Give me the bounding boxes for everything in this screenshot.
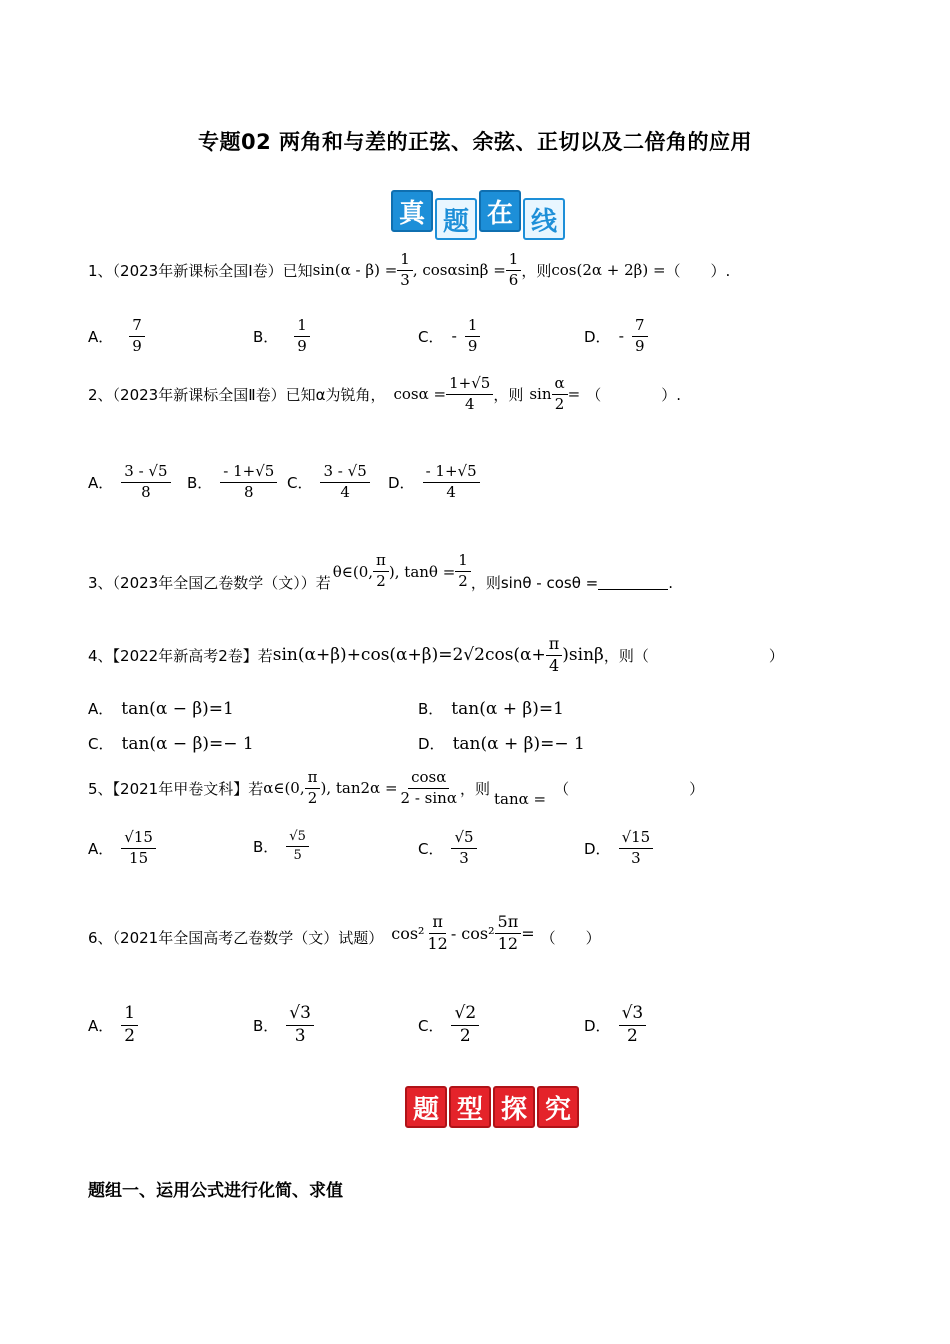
q6-frac2: $\frac{5\pi}{12}$ [495, 914, 522, 953]
q6-expr2: - cos² [450, 923, 495, 943]
q4-option-a[interactable]: A． tan(α − β)=1 [88, 698, 234, 719]
q3-frac1: $\frac{\pi}{2}$ [373, 553, 389, 590]
badge-char: 在 [479, 190, 521, 232]
q6-expr3: = [521, 923, 535, 943]
q1-expr3: cos(2α + 2β) = [551, 261, 666, 280]
badge-char: 真 [391, 190, 433, 232]
question-3 [88, 550, 673, 593]
q3-expr2: ), tanθ = [388, 562, 456, 581]
q6-suffix: （ ） [540, 928, 601, 947]
question-5 [88, 768, 704, 808]
q2-prefix: 2、（2023年新课标全国Ⅱ卷）已知α为锐角， [88, 385, 386, 404]
q3-expr1: θ∈(0, [332, 562, 374, 581]
q3-mid: ，则sinθ - cosθ = [470, 574, 599, 592]
q5-option-b[interactable]: B． $\frac{√5}{5}$ [253, 830, 309, 862]
badge-char: 型 [449, 1086, 491, 1128]
q1-option-a[interactable]: A． $\frac{7}{9}$ [88, 318, 145, 355]
q4-option-b[interactable]: B． tan(α + β)=1 [418, 698, 564, 719]
q5-option-d[interactable]: D． $\frac{√15}{3}$ [584, 830, 653, 867]
q1-frac2: $\frac{1}{6}$ [506, 252, 522, 289]
q5-frac2: $\frac{\cos\alpha}{2 - \sin\alpha}$ [400, 767, 457, 807]
q5-suffix: （ ） [554, 779, 705, 798]
q5-expr1: α∈(0, [263, 779, 305, 797]
q1-prefix: 1、（2023年新课标全国Ⅰ卷）已知 [88, 261, 313, 280]
q2-suffix: （ ）. [586, 385, 681, 404]
q6-option-a[interactable]: A． $\frac{1}{2}$ [88, 1005, 138, 1046]
q5-frac1: $\frac{\pi}{2}$ [305, 770, 321, 807]
q4-prefix: 4、【2022年新高考2卷】若 [88, 646, 273, 665]
badge-char: 题 [405, 1086, 447, 1128]
q2-option-a[interactable]: A． $\frac{3 - √5}{8}$ [88, 464, 171, 501]
badge-char: 线 [523, 198, 565, 240]
q2-option-d[interactable]: D． $\frac{- 1+√5}{4}$ [388, 464, 480, 501]
q5-prefix: 5、【2021年甲卷文科】若 [88, 779, 264, 798]
q2-option-b[interactable]: B． $\frac{- 1+√5}{8}$ [187, 464, 277, 501]
question-6 [88, 914, 601, 953]
q5-expr3: tanα = [493, 790, 547, 808]
q1-option-b[interactable]: B． $\frac{1}{9}$ [253, 318, 310, 355]
q2-frac2: $\frac{\alpha}{2}$ [552, 376, 568, 413]
q2-expr1: cosα = [393, 385, 447, 404]
q2-frac1: $\frac{1+√5}{4}$ [446, 376, 493, 413]
q6-expr1: cos² [391, 923, 425, 943]
q6-option-b[interactable]: B． $\frac{√3}{3}$ [253, 1005, 314, 1046]
page-title: 专题02 两角和与差的正弦、余弦、正切以及二倍角的应用 [197, 130, 753, 154]
badge-char: 题 [435, 198, 477, 240]
q4-frac: $\frac{\pi}{4}$ [546, 636, 563, 675]
q6-prefix: 6、（2021年全国高考乙卷数学（文）试题） [88, 928, 384, 947]
q1-suffix: （ ）. [665, 261, 731, 280]
q1-option-d[interactable]: D． - $\frac{7}{9}$ [584, 318, 648, 355]
q1-option-c[interactable]: C． - $\frac{1}{9}$ [418, 318, 480, 355]
q5-option-c[interactable]: C． $\frac{√5}{3}$ [418, 830, 477, 867]
q5-expr2: ), tan2α = [320, 779, 398, 797]
q5-mid: ，则 [459, 779, 490, 798]
question-2 [88, 376, 681, 413]
question-1 [88, 252, 730, 289]
q5-option-a[interactable]: A． $\frac{√15}{15}$ [88, 830, 156, 867]
badge-tixing-tanjiu [405, 1086, 579, 1128]
q3-prefix: 3、（2023年全国乙卷数学（文））若 [88, 574, 331, 592]
badge-zhenti-zaixian [391, 190, 565, 240]
question-4 [88, 636, 784, 675]
q2-mid: ，则 [493, 385, 524, 404]
q2-expr2: sin [529, 385, 552, 404]
q1-expr2: , cosαsinβ = [412, 261, 506, 280]
q3-frac2: $\frac{1}{2}$ [455, 553, 471, 590]
q1-mid: ，则 [521, 261, 552, 280]
q1-frac1: $\frac{1}{3}$ [397, 252, 413, 289]
q2-expr3: = [567, 385, 581, 404]
q6-option-c[interactable]: C． $\frac{√2}{2}$ [418, 1005, 479, 1046]
q4-suffix: ） [768, 646, 784, 665]
badge-char: 究 [537, 1086, 579, 1128]
q1-expr1: sin(α - β) = [312, 261, 398, 280]
q2-option-c[interactable]: C． $\frac{3 - √5}{4}$ [287, 464, 370, 501]
q4-option-c[interactable]: C． tan(α − β)=− 1 [88, 733, 254, 754]
q3-answer-blank[interactable] [598, 575, 668, 590]
badge-char: 探 [493, 1086, 535, 1128]
q4-expr: sin(α+β)+cos(α+β)=2√2cos(α+ [272, 645, 546, 666]
q6-frac1: $\frac{\pi}{12}$ [427, 912, 448, 953]
q4-expr2: )sinβ [562, 645, 604, 666]
section-heading: 题组一、运用公式进行化简、求值 [88, 1181, 343, 1201]
q3-suffix: . [668, 573, 673, 592]
q6-option-d[interactable]: D． $\frac{√3}{2}$ [584, 1005, 646, 1046]
q4-option-d[interactable]: D． tan(α + β)=− 1 [418, 733, 585, 754]
q4-mid: ，则（ [603, 646, 649, 665]
